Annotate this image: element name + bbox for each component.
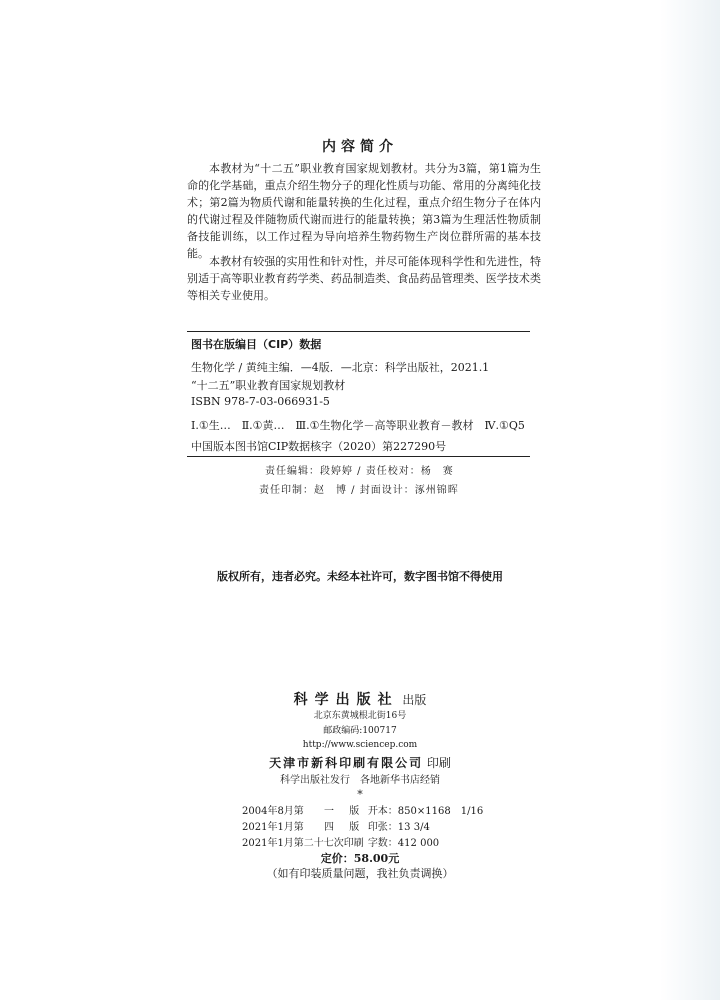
cip-line-isbn: ISBN 978-7-03-066931-5: [191, 395, 330, 408]
cip-line-classification: Ⅰ.①生… Ⅱ.①黄… Ⅲ.①生物化学－高等职业教育－教材 Ⅳ.①Q5: [191, 419, 525, 432]
publisher-logo-text: 科学出版社: [293, 692, 399, 708]
format-info: 开本：850×1168 1/16: [367, 805, 484, 817]
intro-paragraph-1: 本教材为“十二五”职业教育国家规划教材。共分为3篇，第1篇为生命的化学基础，重点介绍生物分子的理化性质与功能、常用的分离纯化技术；第2篇为物质代谢和能量转换的生化过程，重点介绍生物分子在体内的代谢过程及伴随物质代谢而进行的能量转换；第3篇为生理活性物质制备技能训练，以工作过程为导向培养生物药物生产岗位群所需的基本技能。: [187, 162, 541, 260]
cip-line-record-number: 中国版本图书馆CIP数据核字（2020）第227290号: [191, 440, 447, 453]
price: 定价：58.00元: [320, 852, 400, 865]
printer-line: [0, 754, 720, 771]
word-count: 字数：412 000: [367, 837, 440, 849]
intro-title: 内容简介: [322, 139, 398, 155]
table-row: [242, 817, 487, 833]
intro-paragraph-2: 本教材有较强的实用性和针对性，并尽可能体现科学性和先进性，特别适于高等职业教育药学类、药品制造类、食品药品管理类、医学技术类等相关专业使用。: [187, 255, 541, 302]
cip-top-rule: [187, 331, 530, 332]
sheets-info: 印张：13 3/4: [367, 821, 430, 833]
table-row: [242, 833, 487, 849]
edition-number: 四: [323, 821, 334, 833]
edition-unit: 版: [349, 821, 360, 833]
publisher-suffix: 出版: [402, 693, 427, 707]
quality-notice: （如有印装质量问题，我社负责调换）: [266, 867, 454, 880]
table-row: [242, 801, 487, 817]
cip-line-series: “十二五”职业教育国家规划教材: [191, 379, 346, 392]
cip-line-title: 生物化学 / 黄纯主编．—4版．—北京：科学出版社，2021.1: [191, 361, 490, 374]
cip-bottom-rule: [187, 456, 530, 457]
distribution-line: 科学出版社发行 各地新华书店经销: [280, 775, 440, 786]
printer-name: 天津市新科印刷有限公司: [269, 756, 424, 770]
separator-star: *: [357, 788, 363, 801]
publisher-postcode: 邮政编码:100717: [323, 726, 397, 736]
edition-date: 2004年8月第: [242, 805, 304, 817]
edition-date: 2021年1月第: [242, 821, 304, 833]
edition-number: 一: [323, 805, 334, 817]
edition-unit: 版: [349, 805, 360, 817]
printer-suffix: 印刷: [426, 756, 451, 770]
publisher-url: http://www.sciencep.com: [302, 740, 418, 750]
copyright-notice: 版权所有，违者必究。未经本社许可，数字图书馆不得使用: [217, 570, 503, 583]
cip-heading: 图书在版编目（CIP）数据: [191, 338, 322, 351]
production-credits: 责任印制：赵 博 / 封面设计：涿州锦晖: [259, 485, 459, 496]
editor-credits: 责任编辑：段婷婷 / 责任校对：杨 赛: [265, 466, 454, 477]
publication-info-table: [242, 801, 487, 849]
publisher-address: 北京东黄城根北街16号: [313, 711, 407, 721]
printing-date: 2021年1月第二十七次印刷: [242, 837, 364, 849]
publisher-line: [0, 689, 720, 709]
